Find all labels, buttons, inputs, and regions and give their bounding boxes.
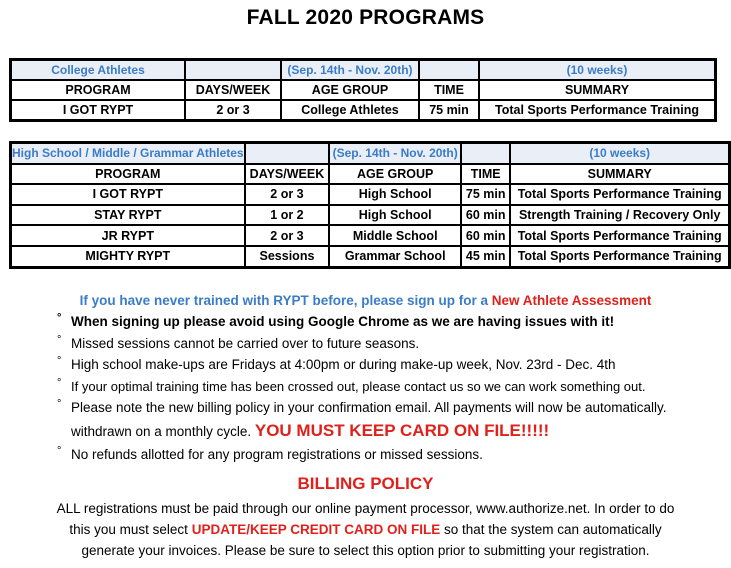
col-summary: SUMMARY (479, 80, 715, 100)
cell-time: 60 min (461, 205, 510, 226)
group-label: College Athletes (11, 60, 185, 80)
col-days: DAYS/WEEK (245, 164, 330, 185)
note-text: High school make-ups are Fridays at 4:00pm or during make-up week, Nov. 23rd - Dec. 4th (71, 357, 616, 372)
notes-list (57, 311, 727, 465)
list-item (57, 444, 727, 466)
table-row (11, 205, 729, 226)
college-programs-table (9, 58, 717, 122)
duration: (10 weeks) (479, 60, 715, 80)
new-athlete-assessment-link[interactable]: New Athlete Assessment (491, 293, 652, 308)
table-row (11, 100, 715, 120)
bullet-icon: ° (57, 444, 62, 457)
bullet-icon: ° (57, 333, 62, 346)
col-days: DAYS/WEEK (185, 80, 281, 100)
bullet-icon: ° (57, 376, 62, 389)
page-title: FALL 2020 PROGRAMS (246, 6, 485, 29)
note-text: No refunds allotted for any program registrations or missed sessions. (71, 446, 483, 462)
cell-time: 75 min (419, 100, 479, 120)
list-item (57, 397, 727, 419)
col-summary: SUMMARY (510, 164, 729, 185)
billing-text: this you must select (69, 522, 192, 537)
billing-policy-text (10, 498, 721, 561)
update-card-option: UPDATE/KEEP CREDIT CARD ON FILE (191, 522, 441, 537)
col-program: PROGRAM (11, 80, 185, 100)
cell-program: I GOT RYPT (11, 100, 185, 120)
cell-days: 2 or 3 (185, 100, 281, 120)
billing-policy-heading: BILLING POLICY (297, 474, 434, 493)
billing-line (10, 519, 721, 540)
billing-text: so that the system can automatically (440, 522, 662, 537)
group-label: High School / Middle / Grammar Athletes (11, 143, 245, 164)
billing-line: ALL registrations must be paid through our online payment processor, www.authorize.net. In order to do (56, 501, 675, 516)
cell-age-group: High School (329, 184, 461, 205)
new-athlete-notice (0, 293, 731, 308)
cell-program: MIGHTY RYPT (11, 246, 245, 267)
col-time: TIME (419, 80, 479, 100)
cell-age-group: Middle School (329, 225, 461, 246)
date-range: (Sep. 14th - Nov. 20th) (329, 143, 461, 164)
cell-time: 75 min (461, 184, 510, 205)
table-header-row (11, 60, 715, 80)
note-text: If your optimal training time has been crossed out, please contact us so we can work something out. (71, 378, 646, 394)
cell-days: Sessions (245, 246, 330, 267)
cell-summary: Total Sports Performance Training (510, 225, 729, 246)
cell-age-group: College Athletes (281, 100, 419, 120)
note-text: When signing up please avoid using Google Chrome as we are having issues with it! (71, 314, 615, 329)
list-item (57, 419, 727, 444)
column-header-row (11, 80, 715, 100)
note-text: withdrawn on a monthly cycle. (71, 423, 252, 439)
keep-card-warning: YOU MUST KEEP CARD ON FILE!!!!! (254, 420, 550, 440)
list-item (57, 354, 727, 376)
table-header-row (11, 143, 729, 164)
cell-summary: Strength Training / Recovery Only (510, 205, 729, 226)
billing-line: generate your invoices. Please be sure to select this option prior to submitting your registration. (81, 543, 650, 558)
list-item (57, 311, 727, 333)
col-age-group: AGE GROUP (329, 164, 461, 185)
youth-programs-table (9, 141, 731, 269)
col-time: TIME (461, 164, 510, 185)
note-text: Missed sessions cannot be carried over to future seasons. (71, 335, 420, 351)
note-text: Please note the new billing policy in your confirmation email. All payments will now be automatically. (71, 400, 667, 415)
cell-summary: Total Sports Performance Training (479, 100, 715, 120)
table-row (11, 246, 729, 267)
bullet-icon: ° (57, 312, 62, 324)
new-athlete-text: If you have never trained with RYPT before, please sign up for a (79, 293, 492, 308)
header-blank (461, 143, 510, 164)
list-item (57, 333, 727, 355)
header-blank (185, 60, 281, 80)
cell-time: 45 min (461, 246, 510, 267)
column-header-row (11, 164, 729, 185)
cell-age-group: High School (329, 205, 461, 226)
list-item (57, 376, 727, 398)
table-row (11, 225, 729, 246)
cell-program: STAY RYPT (11, 205, 245, 226)
header-blank (245, 143, 330, 164)
table-row (11, 184, 729, 205)
cell-summary: Total Sports Performance Training (510, 184, 729, 205)
col-age-group: AGE GROUP (281, 80, 419, 100)
cell-days: 1 or 2 (245, 205, 330, 226)
cell-summary: Total Sports Performance Training (510, 246, 729, 267)
col-program: PROGRAM (11, 164, 245, 185)
cell-program: JR RYPT (11, 225, 245, 246)
date-range: (Sep. 14th - Nov. 20th) (281, 60, 419, 80)
duration: (10 weeks) (510, 143, 729, 164)
header-blank (419, 60, 479, 80)
cell-age-group: Grammar School (329, 246, 461, 267)
bullet-icon: ° (57, 355, 62, 367)
cell-program: I GOT RYPT (11, 184, 245, 205)
cell-time: 60 min (461, 225, 510, 246)
cell-days: 2 or 3 (245, 225, 330, 246)
cell-days: 2 or 3 (245, 184, 330, 205)
bullet-icon: ° (57, 398, 62, 410)
